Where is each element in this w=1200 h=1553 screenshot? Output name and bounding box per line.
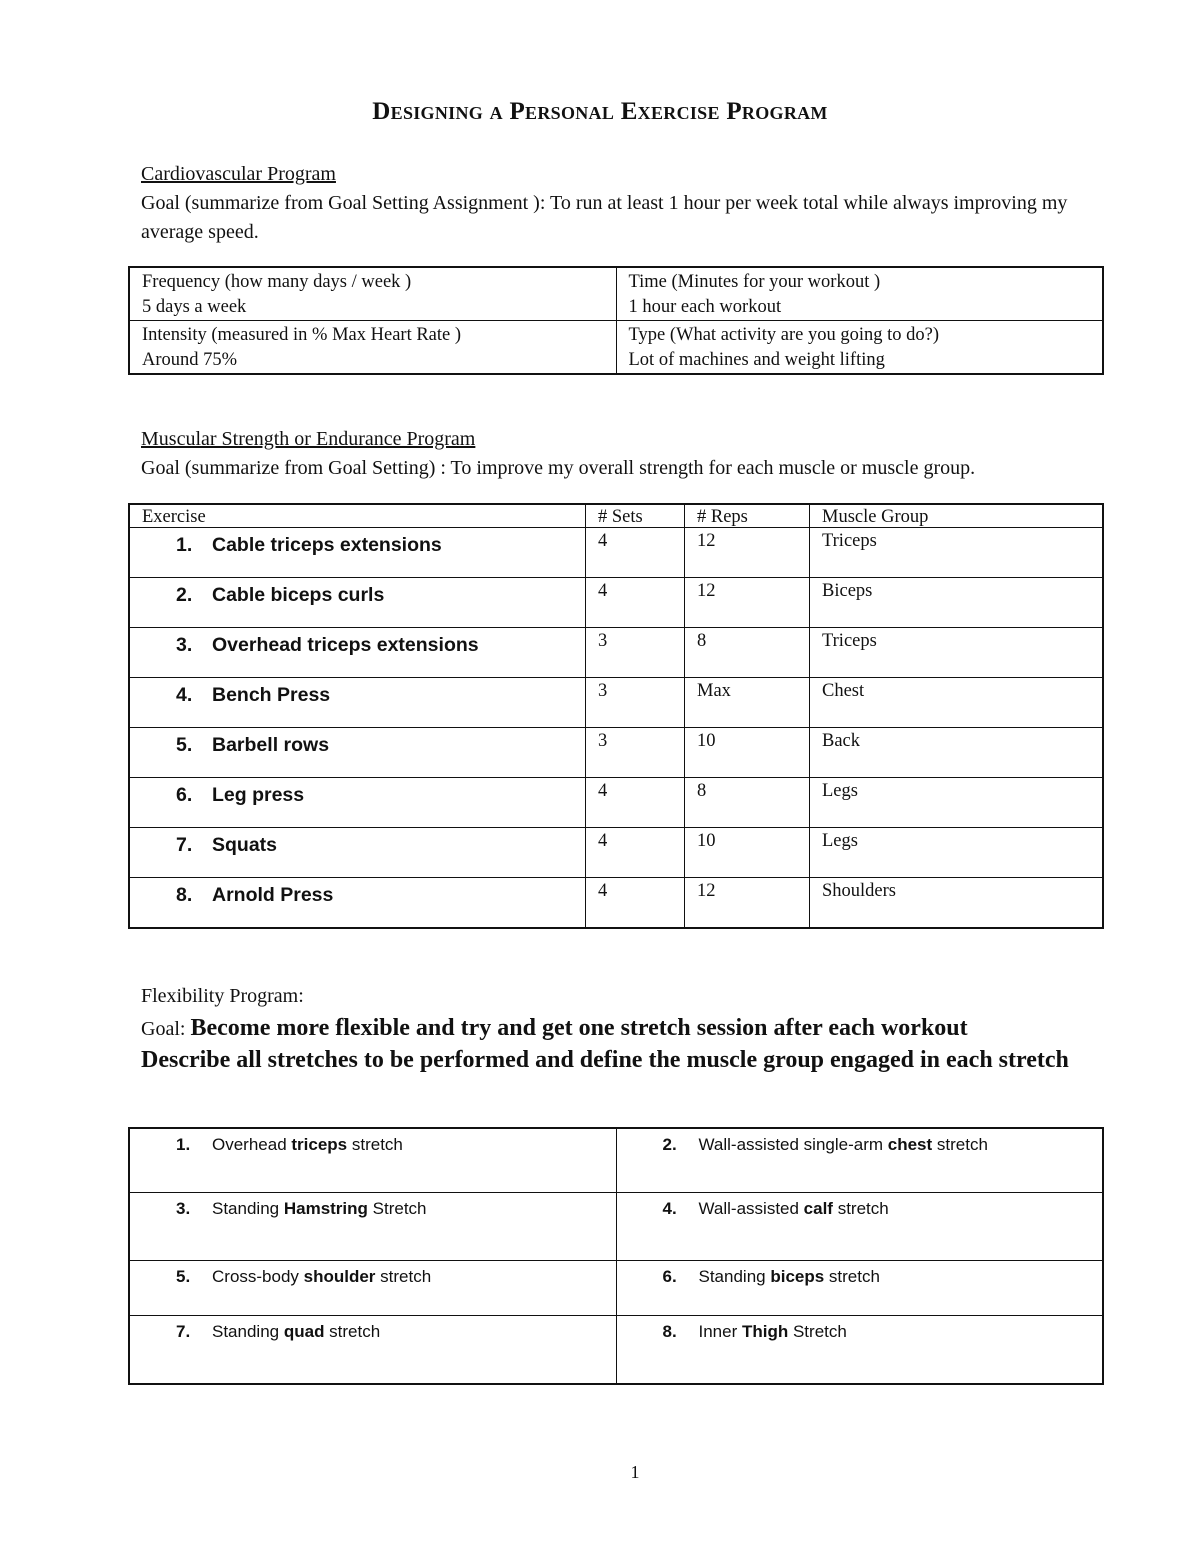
exercise-number: 8. — [176, 884, 193, 906]
cardio-goal-prefix: Goal (summarize from Goal Setting Assignment ): — [141, 192, 546, 214]
exercise-number: 1. — [176, 534, 193, 556]
table-row — [130, 1193, 1103, 1261]
stretch-text-pre: Standing — [212, 1322, 284, 1341]
stretch-text-post: Stretch — [367, 1199, 427, 1218]
type-label: Type (What activity are you going to do?) — [628, 325, 940, 345]
stretch-muscle: biceps — [770, 1267, 825, 1286]
sets-cell: 4 — [586, 878, 685, 928]
exercise-cell — [130, 678, 586, 728]
stretch-text-pre: Wall-assisted — [698, 1199, 804, 1218]
group-cell: Triceps — [810, 528, 1103, 578]
stretch-muscle: triceps — [291, 1135, 348, 1154]
intensity-value: Around 75% — [142, 350, 238, 370]
page-number: 1 — [630, 1462, 640, 1482]
sets-cell: 4 — [586, 578, 685, 628]
table-row — [130, 878, 1103, 928]
exercise-cell — [130, 528, 586, 578]
reps-cell: 8 — [685, 628, 810, 678]
cardio-section — [141, 160, 1121, 247]
group-cell: Chest — [810, 678, 1103, 728]
stretch-number: 1. — [176, 1135, 191, 1154]
reps-cell: 10 — [685, 728, 810, 778]
stretch-number: 3. — [176, 1199, 191, 1218]
stretch-cell — [616, 1193, 1103, 1261]
flexibility-goal — [141, 1013, 1101, 1045]
stretch-cell — [616, 1261, 1103, 1316]
stretch-table — [129, 1128, 1103, 1384]
sets-cell: 3 — [586, 678, 685, 728]
stretch-cell — [616, 1316, 1103, 1384]
intensity-cell — [130, 321, 617, 374]
stretch-cell — [130, 1193, 617, 1261]
group-cell: Biceps — [810, 578, 1103, 628]
stretch-text-pre: Inner — [698, 1322, 742, 1341]
stretch-cell — [130, 1261, 617, 1316]
stretch-text-pre: Standing — [212, 1199, 284, 1218]
table-header-row — [130, 505, 1103, 528]
table-row — [130, 1316, 1103, 1384]
table-row — [130, 828, 1103, 878]
reps-cell: 12 — [685, 578, 810, 628]
muscle-table — [129, 504, 1103, 928]
stretch-text-pre: Overhead — [212, 1135, 292, 1154]
table-row — [130, 1261, 1103, 1316]
page-title: Designing a Personal Exercise Program — [372, 98, 828, 125]
exercise-number: 6. — [176, 784, 193, 806]
cardio-goal-text: To run at least 1 hour per week total while always improving my average speed. — [141, 192, 1068, 243]
exercise-name: Cable biceps curls — [212, 584, 385, 606]
sets-cell: 3 — [586, 728, 685, 778]
table-row — [130, 578, 1103, 628]
exercise-name: Bench Press — [212, 684, 331, 706]
exercise-name: Leg press — [212, 784, 305, 806]
stretch-text-post: stretch — [824, 1267, 880, 1286]
muscular-heading: Muscular Strength or Endurance Program — [141, 428, 476, 450]
flexibility-section — [141, 982, 1101, 1076]
flexibility-goal-text: Become more flexible and try and get one stretch session after each workout — [190, 1015, 968, 1041]
flexibility-heading: Flexibility Program: — [141, 985, 304, 1007]
time-label: Time (Minutes for your workout ) — [628, 272, 881, 292]
type-cell — [616, 321, 1103, 374]
group-cell: Back — [810, 728, 1103, 778]
stretch-muscle: Thigh — [741, 1322, 789, 1341]
stretch-cell — [616, 1129, 1103, 1193]
exercise-name: Squats — [212, 834, 278, 856]
stretch-text-post: stretch — [932, 1135, 988, 1154]
time-cell — [616, 268, 1103, 321]
exercise-number: 3. — [176, 634, 193, 656]
table-row — [130, 678, 1103, 728]
exercise-cell — [130, 778, 586, 828]
header-muscle-group: Muscle Group — [810, 505, 1103, 528]
stretch-muscle: chest — [887, 1135, 933, 1154]
reps-cell: 10 — [685, 828, 810, 878]
reps-cell: Max — [685, 678, 810, 728]
exercise-number: 5. — [176, 734, 193, 756]
group-cell: Triceps — [810, 628, 1103, 678]
intensity-label: Intensity (measured in % Max Heart Rate ) — [142, 325, 462, 345]
sets-cell: 4 — [586, 828, 685, 878]
stretch-text-post: stretch — [375, 1267, 432, 1286]
exercise-cell — [130, 628, 586, 678]
exercise-name: Arnold Press — [212, 884, 334, 906]
exercise-cell — [130, 728, 586, 778]
muscular-goal-prefix: Goal (summarize from Goal Setting) : — [141, 457, 446, 479]
frequency-value: 5 days a week — [142, 297, 247, 317]
exercise-number: 4. — [176, 684, 193, 706]
group-cell: Legs — [810, 828, 1103, 878]
flexibility-describe: Describe all stretches to be performed and define the muscle group engaged in each stretch — [141, 1047, 1069, 1073]
stretch-number: 6. — [662, 1267, 677, 1286]
reps-cell: 12 — [685, 878, 810, 928]
exercise-cell — [130, 878, 586, 928]
stretch-text-pre: Cross-body — [212, 1267, 304, 1286]
stretch-number: 5. — [176, 1267, 191, 1286]
header-exercise: Exercise — [130, 505, 586, 528]
cardio-table — [129, 267, 1103, 374]
stretch-cell — [130, 1129, 617, 1193]
exercise-name: Overhead triceps extensions — [212, 634, 479, 656]
frequency-cell — [130, 268, 617, 321]
exercise-name: Cable triceps extensions — [212, 534, 442, 556]
stretch-muscle: shoulder — [303, 1267, 376, 1286]
exercise-name: Barbell rows — [212, 734, 330, 756]
sets-cell: 3 — [586, 628, 685, 678]
exercise-cell — [130, 828, 586, 878]
time-value: 1 hour each workout — [628, 297, 782, 317]
stretch-muscle: calf — [803, 1199, 833, 1218]
stretch-cell — [130, 1316, 617, 1384]
exercise-cell — [130, 578, 586, 628]
group-cell: Shoulders — [810, 878, 1103, 928]
header-reps: # Reps — [685, 505, 810, 528]
stretch-number: 4. — [662, 1199, 677, 1218]
table-row — [130, 728, 1103, 778]
stretch-muscle: quad — [283, 1322, 325, 1341]
stretch-muscle: Hamstring — [283, 1199, 368, 1218]
muscular-goal-text: To improve my overall strength for each muscle or muscle group. — [445, 457, 976, 479]
stretch-text-pre: Wall-assisted single-arm — [698, 1135, 888, 1154]
stretch-number: 2. — [662, 1135, 677, 1154]
table-row — [130, 778, 1103, 828]
stretch-text-post: stretch — [832, 1199, 889, 1218]
reps-cell: 12 — [685, 528, 810, 578]
stretch-number: 7. — [176, 1322, 191, 1341]
stretch-text-pre: Standing — [698, 1267, 771, 1286]
table-row — [130, 1129, 1103, 1193]
muscular-goal — [141, 454, 1141, 483]
exercise-number: 7. — [176, 834, 193, 856]
stretch-text-post: stretch — [347, 1135, 403, 1154]
frequency-label: Frequency (how many days / week ) — [142, 272, 412, 292]
stretch-number: 8. — [662, 1322, 677, 1341]
flexibility-goal-prefix: Goal: — [141, 1018, 191, 1040]
stretch-text-post: Stretch — [788, 1322, 847, 1341]
group-cell: Legs — [810, 778, 1103, 828]
table-row — [130, 528, 1103, 578]
cardio-goal — [141, 189, 1121, 247]
sets-cell: 4 — [586, 528, 685, 578]
muscular-section — [141, 425, 1141, 483]
table-row — [130, 628, 1103, 678]
type-value: Lot of machines and weight lifting — [628, 350, 885, 370]
header-sets: # Sets — [586, 505, 685, 528]
stretch-text-post: stretch — [324, 1322, 381, 1341]
cardio-heading: Cardiovascular Program — [141, 163, 336, 185]
sets-cell: 4 — [586, 778, 685, 828]
reps-cell: 8 — [685, 778, 810, 828]
exercise-number: 2. — [176, 584, 193, 606]
